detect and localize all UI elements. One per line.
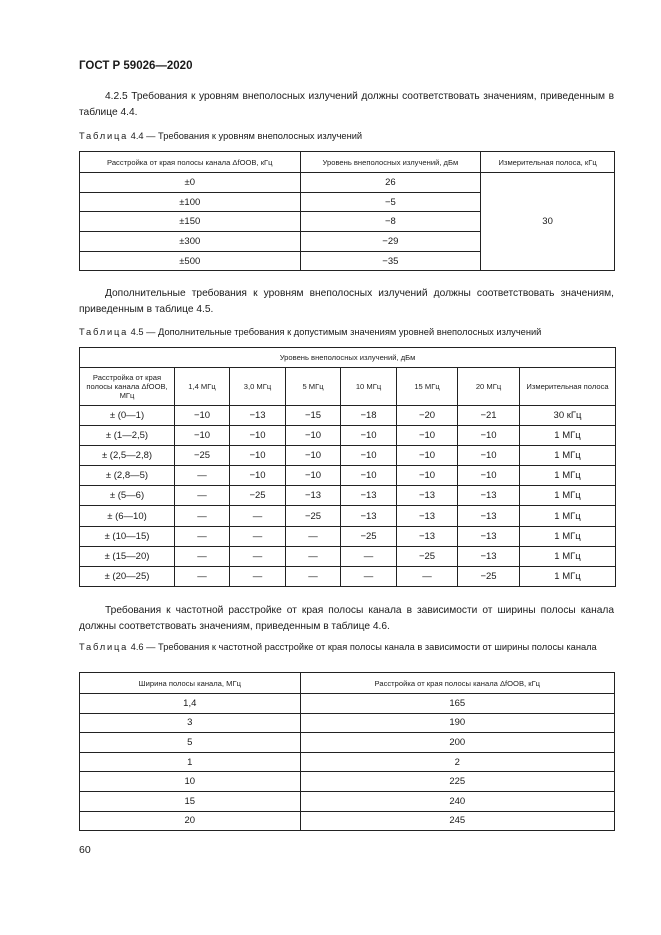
cell-level: −10 [397,446,458,466]
table-row [80,486,616,506]
cell-offset: 245 [300,811,614,831]
cell-offset: ± (1—2,5) [80,426,175,446]
cell-level: −13 [341,486,397,506]
cell-level: −13 [458,526,520,546]
table-header-row [80,152,615,173]
header-offset: Расстройка от края полосы канала ΔfООВ, кГц [300,673,614,694]
cell-bandwidth: 1 МГц [520,546,616,566]
cell-offset: 190 [300,713,614,733]
cell-level: −10 [286,466,341,486]
cell-level: −13 [230,406,286,426]
paragraph-text: 4.2.5 Требования к уровням внеполосных излучений должны соответствовать значениям, приведенным в таблице 4.4. [79,91,614,118]
cell-level: — [175,526,230,546]
caption-word: Таблица [79,327,129,337]
cell-offset: ±500 [80,251,301,271]
table-group-header-row [80,348,616,368]
header-col: 1,4 МГц [175,368,230,406]
cell-offset: 2 [300,752,614,772]
cell-level: −25 [175,446,230,466]
table-row [80,446,616,466]
cell-level: −8 [300,212,481,232]
table-row [80,772,615,792]
table-row [80,694,615,714]
cell-level: −10 [230,446,286,466]
cell-offset: ± (2,8—5) [80,466,175,486]
cell-level: −13 [458,546,520,566]
cell-bandwidth: 1 МГц [520,506,616,526]
cell-level: — [175,486,230,506]
table-row [80,546,616,566]
header-col: 20 МГц [458,368,520,406]
table-row [80,406,616,426]
cell-level: −10 [397,426,458,446]
cell-level: −10 [341,466,397,486]
cell-level: −13 [458,506,520,526]
cell-level: −5 [300,192,481,212]
caption-word: Таблица [79,642,129,652]
cell-level: −10 [286,446,341,466]
cell-channel-width: 20 [80,811,301,831]
cell-level: −13 [458,486,520,506]
header-col: 5 МГц [286,368,341,406]
cell-level: −10 [341,426,397,446]
page-number: 60 [79,844,91,856]
table-row [80,173,615,193]
cell-bandwidth: 1 МГц [520,426,616,446]
cell-level: — [175,466,230,486]
header-level: Уровень внеполосных излучений, дБм [300,152,481,173]
paragraph-text: Дополнительные требования к уровням внеполосных излучений должны соответствовать значениям, приведенным в таблице 4.5. [79,288,614,315]
cell-offset: 240 [300,791,614,811]
table-4-5-caption [79,326,615,338]
table-row [80,466,616,486]
cell-bandwidth: 1 МГц [520,486,616,506]
cell-level: −10 [286,426,341,446]
cell-level: −35 [300,251,481,271]
table-header-row [80,673,615,694]
header-offset: Расстройка от края полосы канала ΔfООВ, кГц [80,152,301,173]
table-4-4 [79,151,615,271]
cell-level: — [230,506,286,526]
cell-bandwidth: 1 МГц [520,446,616,466]
cell-offset: ± (0—1) [80,406,175,426]
table-row [80,526,616,546]
cell-level: −25 [341,526,397,546]
cell-level: −13 [397,486,458,506]
caption-text: 4.4 — Требования к уровням внеполосных излучений [130,131,363,141]
cell-level: −10 [458,446,520,466]
cell-bandwidth: 1 МГц [520,526,616,546]
cell-offset: 225 [300,772,614,792]
table-header-row [80,368,616,406]
cell-level: −10 [230,426,286,446]
cell-offset: 165 [300,694,614,714]
caption-text: 4.5 — Дополнительные требования к допустимым значениям уровней внеполосных излучений [130,327,542,337]
table-row [80,566,616,586]
cell-channel-width: 1 [80,752,301,772]
group-header: Уровень внеполосных излучений, дБм [80,348,616,368]
cell-level: — [230,566,286,586]
cell-level: −15 [286,406,341,426]
table-row [80,791,615,811]
cell-bandwidth: 30 кГц [520,406,616,426]
cell-level: −20 [397,406,458,426]
header-offset: Расстройка от края полосы канала ΔfООВ, МГц [80,368,175,406]
cell-channel-width: 1,4 [80,694,301,714]
cell-channel-width: 15 [80,791,301,811]
cell-offset: 200 [300,733,614,753]
cell-level: — [175,506,230,526]
table-4-4-caption [79,130,615,142]
cell-level: — [341,566,397,586]
cell-bandwidth: 1 МГц [520,566,616,586]
cell-level: — [230,546,286,566]
table-body [80,406,616,587]
header-bandwidth: Измерительная полоса, кГц [481,152,615,173]
cell-level: −10 [341,446,397,466]
cell-level: — [230,526,286,546]
cell-offset: ±150 [80,212,301,232]
paragraph-additional [79,286,614,318]
cell-level: −25 [286,506,341,526]
cell-level: −10 [458,426,520,446]
cell-level: −25 [397,546,458,566]
cell-offset: ±100 [80,192,301,212]
cell-offset: ± (2,5—2,8) [80,446,175,466]
cell-level: −25 [230,486,286,506]
table-4-5 [79,347,616,587]
cell-level: −21 [458,406,520,426]
header-channel-width: Ширина полосы канала, МГц [80,673,301,694]
paragraph-text: Требования к частотной расстройке от края полосы канала в зависимости от ширины полосы канала должны соответствовать значениям, приведенным в таблице 4.6. [79,605,614,632]
header-col: 3,0 МГц [230,368,286,406]
cell-level: −10 [230,466,286,486]
cell-level: −10 [397,466,458,486]
table-row [80,752,615,772]
caption-word: Таблица [79,131,129,141]
cell-channel-width: 10 [80,772,301,792]
cell-channel-width: 5 [80,733,301,753]
table-row [80,733,615,753]
cell-bandwidth: 30 [481,173,615,271]
cell-level: −25 [458,566,520,586]
cell-level: −10 [175,426,230,446]
cell-offset: ±0 [80,173,301,193]
cell-level: −13 [341,506,397,526]
cell-level: −10 [175,406,230,426]
cell-level: −13 [397,506,458,526]
cell-level: 26 [300,173,481,193]
cell-level: — [286,566,341,586]
cell-level: — [286,546,341,566]
cell-level: −13 [286,486,341,506]
cell-offset: ± (6—10) [80,506,175,526]
cell-level: — [286,526,341,546]
cell-level: — [397,566,458,586]
cell-offset: ± (10—15) [80,526,175,546]
cell-level: −29 [300,232,481,252]
cell-level: −13 [397,526,458,546]
cell-channel-width: 3 [80,713,301,733]
header-col: 15 МГц [397,368,458,406]
table-row [80,811,615,831]
cell-offset: ± (5—6) [80,486,175,506]
cell-level: — [175,566,230,586]
paragraph-frequency-offset [79,603,614,635]
cell-level: — [341,546,397,566]
paragraph-4-2-5 [79,89,614,121]
cell-offset: ±300 [80,232,301,252]
caption-text: 4.6 — Требования к частотной расстройке от края полосы канала в зависимости от ширины полосы канала [130,642,597,652]
table-4-6 [79,672,615,831]
standard-title: ГОСТ Р 59026—2020 [79,60,193,72]
cell-offset: ± (15—20) [80,546,175,566]
header-col: 10 МГц [341,368,397,406]
cell-level: −10 [458,466,520,486]
header-bandwidth: Измерительная полоса [520,368,616,406]
table-row [80,426,616,446]
cell-bandwidth: 1 МГц [520,466,616,486]
table-body [80,694,615,831]
cell-level: −18 [341,406,397,426]
table-4-6-caption [79,641,615,653]
cell-offset: ± (20—25) [80,566,175,586]
table-row [80,713,615,733]
table-row [80,506,616,526]
cell-level: — [175,546,230,566]
